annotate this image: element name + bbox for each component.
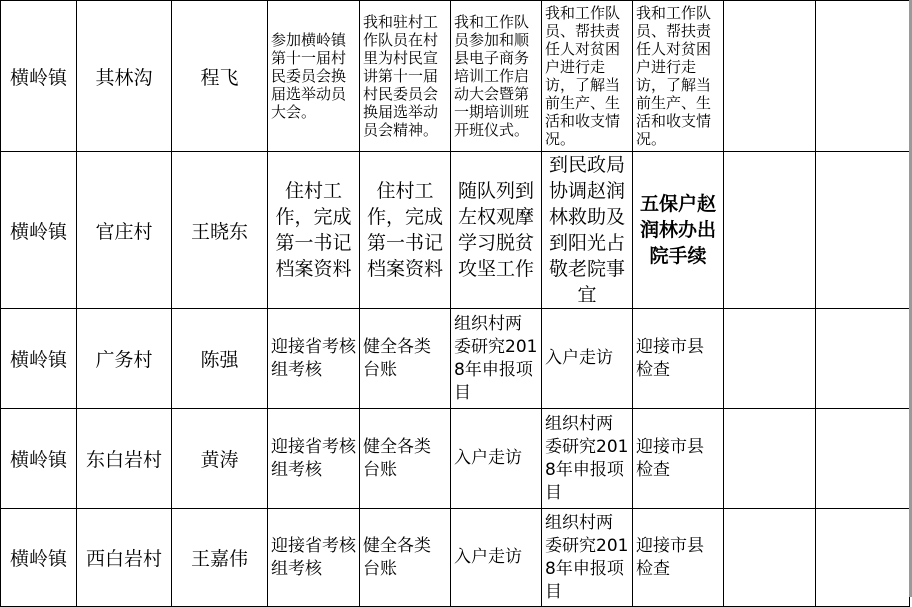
table-row [1, 1, 910, 152]
work-entry-cell: 迎接市县检查 [633, 409, 724, 509]
work-entry-cell: 入户走访 [542, 309, 633, 409]
work-entry-cell: 五保户赵润林办出院手续 [633, 152, 724, 309]
village-cell: 官庄村 [77, 152, 172, 309]
work-entry-cell: 我和工作队员参加和顺县电子商务培训工作启动大会暨第一期培训班开班仪式。 [451, 1, 542, 152]
table-row [1, 409, 910, 509]
village-cell: 西白岩村 [77, 509, 172, 607]
work-entry-cell: 组织村两委研究2018年申报项目 [542, 409, 633, 509]
town-cell: 横岭镇 [1, 1, 77, 152]
empty-cell [816, 1, 910, 152]
work-entry-cell: 组织村两委研究2018年申报项目 [451, 309, 542, 409]
work-entry-cell: 迎接省考核组考核 [268, 309, 360, 409]
work-entry-cell: 入户走访 [451, 409, 542, 509]
work-entry-cell: 我和驻村工作队员在村里为村民宣讲第十一届村民委员会换届选举动员会精神。 [360, 1, 451, 152]
village-cell: 其林沟 [77, 1, 172, 152]
work-entry-cell: 我和工作队员、帮扶责任人对贫困户进行走访，了解当前生产、生活和收支情况。 [633, 1, 724, 152]
work-entry-cell: 迎接省考核组考核 [268, 409, 360, 509]
empty-cell [816, 309, 910, 409]
town-cell: 横岭镇 [1, 409, 77, 509]
empty-cell [816, 152, 910, 309]
work-entry-cell: 组织村两委研究2018年申报项目 [542, 509, 633, 607]
person-cell: 黄涛 [172, 409, 268, 509]
person-cell: 程飞 [172, 1, 268, 152]
work-entry-cell: 迎接市县检查 [633, 509, 724, 607]
table-row [1, 152, 910, 309]
work-entry-cell: 迎接省考核组考核 [268, 509, 360, 607]
empty-cell [724, 409, 816, 509]
person-cell: 陈强 [172, 309, 268, 409]
empty-cell [724, 152, 816, 309]
work-entry-cell: 住村工作，完成第一书记档案资料 [360, 152, 451, 309]
work-entry-cell: 到民政局协调赵润林救助及到阳光占敬老院事宜 [542, 152, 633, 309]
town-cell: 横岭镇 [1, 152, 77, 309]
town-cell: 横岭镇 [1, 309, 77, 409]
work-entry-cell: 健全各类台账 [360, 309, 451, 409]
work-entry-cell: 入户走访 [451, 509, 542, 607]
empty-cell [816, 409, 910, 509]
table-row [1, 509, 910, 607]
empty-cell [724, 1, 816, 152]
person-cell: 王嘉伟 [172, 509, 268, 607]
work-entry-cell: 住村工作，完成第一书记档案资料 [268, 152, 360, 309]
empty-cell [724, 309, 816, 409]
work-entry-cell: 我和工作队员、帮扶责任人对贫困户进行走访，了解当前生产、生活和收支情况。 [542, 1, 633, 152]
work-entry-cell: 迎接市县检查 [633, 309, 724, 409]
village-cell: 东白岩村 [77, 409, 172, 509]
work-entry-cell: 参加横岭镇第十一届村民委员会换届选举动员大会。 [268, 1, 360, 152]
work-entry-cell: 健全各类台账 [360, 409, 451, 509]
village-cell: 广务村 [77, 309, 172, 409]
town-cell: 横岭镇 [1, 509, 77, 607]
work-entry-cell: 随队列到左权观摩学习脱贫攻坚工作 [451, 152, 542, 309]
table-row [1, 309, 910, 409]
empty-cell [816, 509, 910, 607]
work-entry-cell: 健全各类台账 [360, 509, 451, 607]
empty-cell [724, 509, 816, 607]
person-cell: 王晓东 [172, 152, 268, 309]
